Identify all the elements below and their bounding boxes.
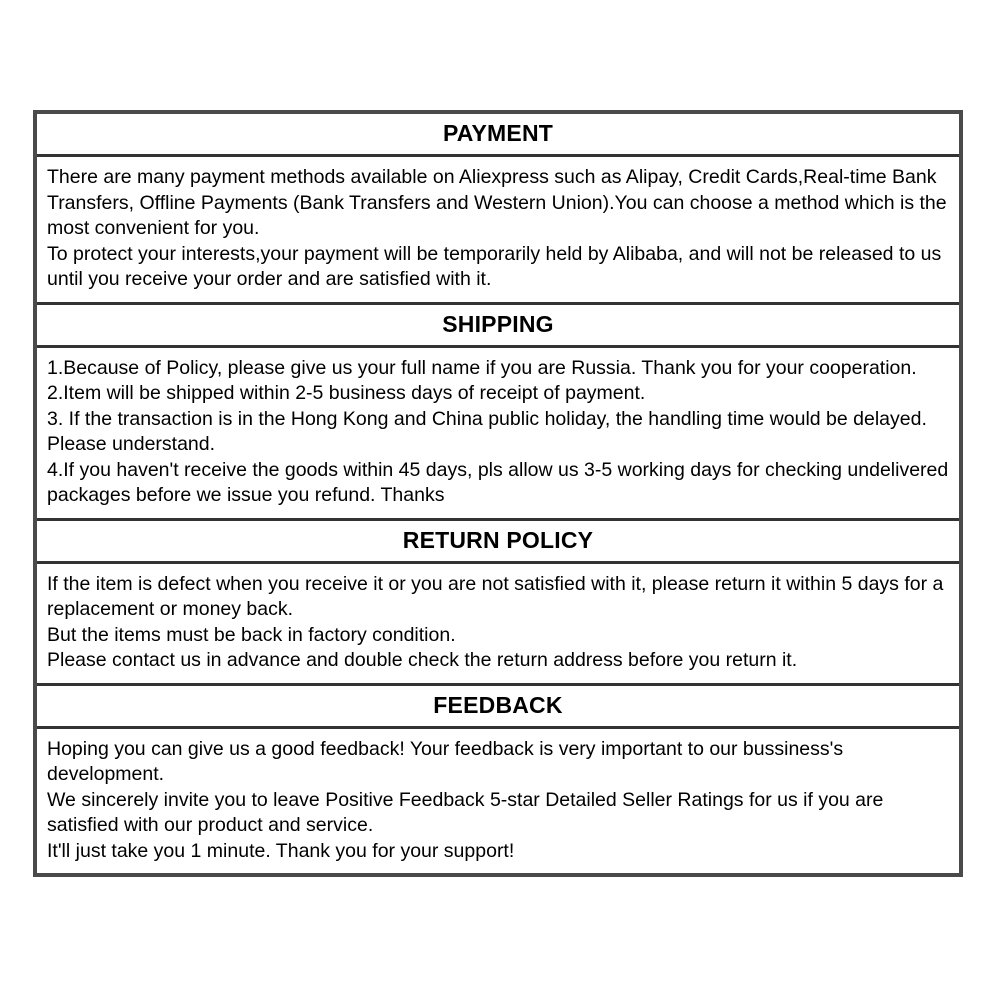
section-title-payment: PAYMENT — [37, 114, 959, 157]
section-body-payment — [37, 157, 959, 305]
payment-paragraph-2: To protect your interests,your payment will be temporarily held by Alibaba, and will not be released to us until you receive your order and are satisfied with it. — [47, 242, 942, 290]
return-paragraph-2: But the items must be back in factory condition. — [47, 623, 456, 646]
shipping-paragraph-3: 3. If the transaction is in the Hong Kong and China public holiday, the handling time would be delayed. Please understand. — [47, 407, 927, 455]
section-body-shipping — [37, 348, 959, 521]
return-paragraph-1: If the item is defect when you receive it or you are not satisfied with it, please return it within 5 days for a replacement or money back. — [47, 572, 944, 620]
feedback-paragraph-1: Hoping you can give us a good feedback! Your feedback is very important to our bussiness's development. — [47, 737, 844, 785]
feedback-paragraph-3: It'll just take you 1 minute. Thank you for your support! — [47, 839, 515, 862]
shipping-paragraph-4: 4.If you haven't receive the goods within 45 days, pls allow us 3-5 working days for checking undelivered packages before we issue you refund. Thanks — [47, 458, 949, 506]
shipping-paragraph-2: 2.Item will be shipped within 2-5 business days of receipt of payment. — [47, 382, 646, 404]
section-title-feedback: FEEDBACK — [37, 686, 959, 729]
store-policy-card — [33, 110, 963, 877]
section-body-return-policy — [37, 564, 959, 686]
section-title-return-policy: RETURN POLICY — [37, 521, 959, 564]
return-paragraph-3: Please contact us in advance and double check the return address before you return it. — [47, 649, 798, 671]
shipping-paragraph-1: 1.Because of Policy, please give us your full name if you are Russia. Thank you for your cooperation. — [47, 356, 917, 379]
section-body-feedback — [37, 729, 959, 874]
payment-paragraph-1: There are many payment methods available on Aliexpress such as Alipay, Credit Cards,Real-time Bank Transfers, Offline Payments (Bank Transfers and Western Union).You can choose a method which is the most convenient for you. — [47, 166, 947, 239]
feedback-paragraph-2: We sincerely invite you to leave Positive Feedback 5-star Detailed Seller Ratings for us if you are satisfied with our product and service. — [47, 788, 884, 836]
section-title-shipping: SHIPPING — [37, 305, 959, 348]
